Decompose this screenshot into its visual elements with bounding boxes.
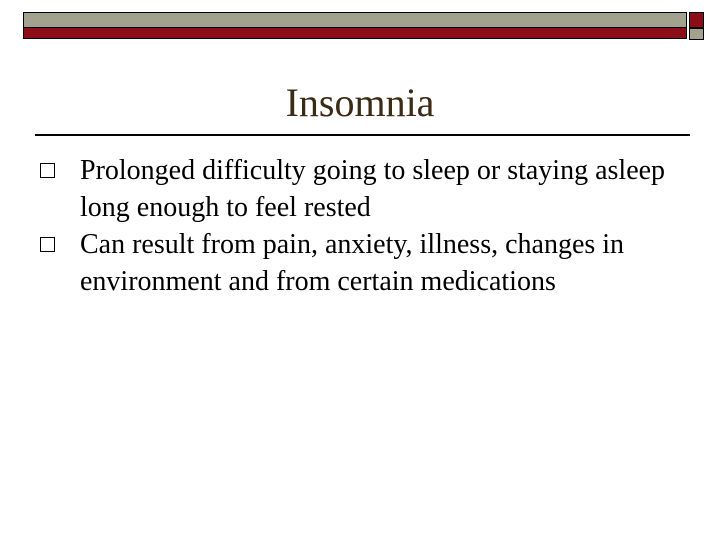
corner-square-red: [689, 12, 704, 28]
bullet-item: [40, 152, 690, 226]
hollow-square-bullet-icon: [40, 237, 55, 252]
bullet-text: Can result from pain, anxiety, illness, changes in environment and from certain medications: [80, 229, 625, 297]
slide-title: [0, 78, 720, 128]
header-band-gray: [23, 12, 687, 28]
header-decoration-band: [23, 12, 706, 40]
bullet-text: Prolonged difficulty going to sleep or staying asleep long enough to feel rested: [80, 155, 666, 223]
bullet-item: [40, 226, 690, 300]
header-band-red: [23, 28, 687, 39]
bullet-list: [40, 152, 690, 300]
hollow-square-bullet-icon: [40, 163, 55, 178]
corner-square-gray: [689, 28, 704, 40]
title-underline-rule: [35, 134, 690, 136]
slide-title-text: Insomnia: [285, 80, 435, 125]
